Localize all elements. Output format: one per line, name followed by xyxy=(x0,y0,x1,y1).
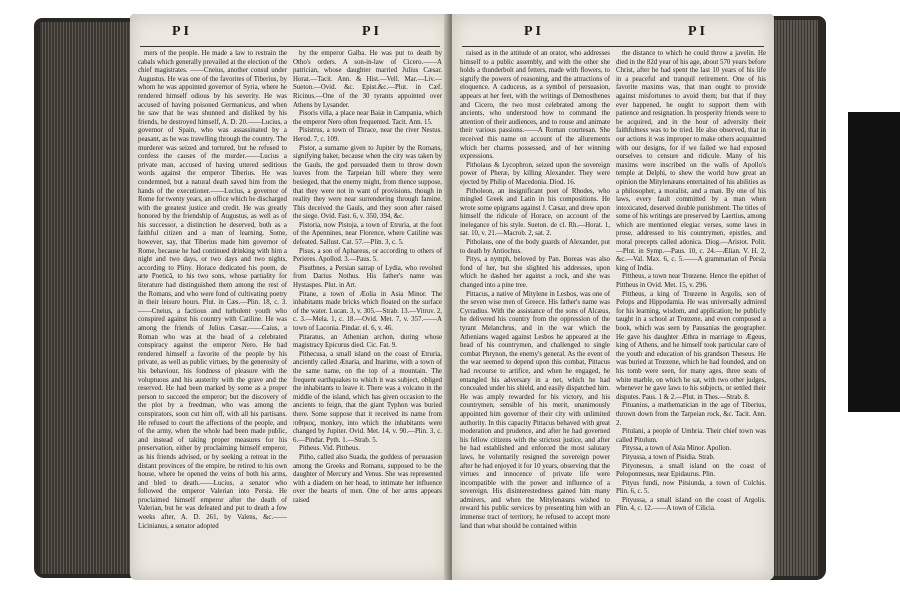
text-paragraph: raised as in the attitude of an orator, who addresses himself to a public assembly, and with the other she holds a thunderbolt and fetters, made with flowers, to signify the powers of reasoning, and the attractions of eloquence. A caduceus, as a symbol of persuasion, appears at her feet, with the writings of Demosthenes and Cicero, the two most celebrated among the ancients, who understood how to command the attention of their audiences, and to rouse and animate their various passions.——A Roman courtesan. She received this name on account of the allurements which her charms possessed, and of her winning expressions. xyxy=(460,50,610,161)
text-paragraph: Pisoris villa, a place near Baiæ in Campania, which the emperor Nero often frequented. Tacit. Ann. 15. xyxy=(293,110,442,126)
text-paragraph: Pisus, a son of Aphareus, or according to others of Perieres. Apollod. 3.—Paus. 5. xyxy=(293,247,442,264)
text-paragraph: Pitholeon, an insignificant poet of Rhodes, who mingled Greek and Latin in his compositions. He wrote some epigrams against J. Cæsar, and drew upon himself the ridicule of Horace, on account of the inelegance of his style. Sueton. de cl. Rh.—Horat. 1, sat. 10, v. 21.—Macrob. 2, sat. 2. xyxy=(460,187,610,238)
text-paragraph: mers of the people. He made a law to restrain the cabals which generally prevailed at the election of the chief magistrates. ——Cneius, another consul under Augustus. He was one of the favorites of Tiberius, by whom he was appointed governor of Syria, where he rendered himself odious by his severity. He was accused of having poisoned Germanicus, and when he saw that he was shunned and disliked by his friends, he destroyed himself, A. D. 20.——Lucius, a governor of Spain, who was assassinated by a peasant, as he was travelling through the country. The murderer was seized and tortured, but he refused to confess the causes of the murder.——Lucius a private man, accused of having uttered seditious words against the emperor Tiberius. He was condemned, but a natural death saved him from the hands of the executioner.——Lucius, a governor of Rome for twenty years, an office which he discharged with the greatest justice and credit. He was greatly honored by the friendship of Augustus, as well as of his successor, a distinction he deserved, both as a faithful citizen and a man of learning. Some, however, say, that Tiberius made him governor of Rome, because he had continued drinking with him a night and two days, or two days and two nights, according to Pliny. Horace dedicated his poem, de arte Poeticâ, to his two sons, whose partiality for literature had distinguished them among the rest of the Romans, and who were fond of cultivating poetry in their leisure hours. Plut. in Cæs.—Plin. 18, c. 3.——Cneius, a factious and turbulent youth who conspired against his country with Catiline. He was among the friends of Julius Cæsar.——Caius, a Roman who was at the head of a celebrated conspiracy against the emperor Nero. He had rendered himself a favorite of the people by his private, as well as public virtues, by the generosity of his behaviour, his fondness of pleasure with the voluptuous and his austerity with the grave and the reserved. He had been marked by some as a proper person to succeed the emperor; but the discovery of the plot by a freedman, who was among the conspirators, soon cut him off, with all his partisans. He refused to court the affections of the people, and of the army, when the whole had been made public, and instead of taking proper measures for his preservation, either by proclaiming himself emperor, as his friends advised, or by seeking a retreat in the distant provinces of the empire, he retired to his own house, where he opened the veins of both his arms, and bled to death.——Lucius, a senator who followed the emperor Valerian into Persia. He proclaimed himself emperor after the death of Valerian, but he was defeated and put to death a few weeks after, A. D. 261, by Valens, &c.——Licinianus, a senator adopted xyxy=(138,50,287,530)
right-page-header xyxy=(452,24,774,44)
right-page-columns xyxy=(460,50,766,572)
text-paragraph: by the emperor Galba. He was put to death by Otho's orders. A son-in-law of Cicero.——A patrician, whose daughter married Julius Cæsar. Horat.—Tacit. Ann. & Hist.—Vell. Mar.—Liv.—Sueton.—Ovid. &c. Epist.&c.—Plut. in Cæf. Ricinus.—One of the 30 tyrants appointed over Athens by Lysander. xyxy=(293,50,442,109)
right-column-2 xyxy=(616,50,766,572)
right-header-2: PI xyxy=(688,24,708,39)
text-paragraph: Pittheus, a king of Trœzene in Argolis, son of Pelops and Hippodamia. He was universally admired for his learning, wisdom, and application; he publicly taught in a school at Trœzene, and even composed a book, which was seen by Pausanias the geographer. He gave his daughter Æthra in marriage to Ægeus, king of Athens, and he himself took particular care of the youth and education of his grandson Theseus. He was buried at Trœzene, which he had founded, and on his tomb were seen, for many ages, three seats of white marble, on which he sat, with two other judges, whenever he gave laws to his subjects, or settled their disputes. Paus. 1 & 2.—Plut. in Thes.—Strab. 8. xyxy=(616,290,766,401)
text-paragraph: the distance to which he could throw a javelin. He died in the 82d year of his age, about 570 years before Christ, after he had spent the last 10 years of his life in a peaceful and tranquil retirement. One of his favorite maxims was, that man ought to provide against misfortunes to avoid them; but that if they ever happened, he ought to support them with patience and resignation. In prosperity friends were to be acquired, and in the hour of adversity their faithfulness was to be tried. He also observed, that in our actions it was improper to make others acquainted with our designs, for if we failed we had exposed ourselves to censure and ridicule. Many of his maxims were inscribed on the walls of Apollo's temple at Delphi, to shew the world how great an opinion the Mitylenæans entertained of his abilities as a philosopher, a moralist, and a man. By one of his laws, every fault committed by a man when intoxicated, deserved double punishment. The titles of some of his writings are preserved by Laertius, among which are mentioned elegiac verses, some laws in prose, addressed to his countrymen, epistles, and moral precepts called adonica. Diog.—Aristot. Polit.—Plut. in Symp.—Paus. 10, c. 24.—Ælian. V. H. 2, &c.—Val. Max. 6, c. 5.——A grammarian of Persia king of India. xyxy=(616,50,766,272)
text-paragraph: Pisistrus, a town of Thrace, near the river Nestus. Herod. 7, c. 109. xyxy=(293,127,442,143)
background-object xyxy=(848,112,900,412)
header-rule xyxy=(462,46,764,47)
left-column-2 xyxy=(293,50,442,572)
text-paragraph: Pityussa, a small island on the coast of Argolis. Plin. 4, c. 12.——A town of Cilicia. xyxy=(616,496,766,513)
text-paragraph: Pityussa, a town of Pisidia. Strab. xyxy=(622,453,715,461)
text-paragraph: Pitholaus, one of the body guards of Alexander, put to death by Antiochus. xyxy=(460,239,610,255)
left-page-header xyxy=(130,24,450,44)
text-paragraph: Pistor, a surname given to Jupiter by the Romans, signifying baker, because when the city was taken by the Gauls, the god persuaded them to throw down loaves from the Tarpeian hill where they were besieged, that the enemy might, from thence suppose, that they were not in want of provisions, though in reality they were near surrendering through famine. This deceived the Gauls, and they soon after raised the siege. Ovid. Fast. 6, v. 350, 394, &c. xyxy=(293,144,442,221)
text-paragraph: Pityssa, a town of Asia Minor. Apollon. xyxy=(622,445,731,453)
text-paragraph: Pistoria, now Pistoja, a town of Etruria, at the foot of the Apennines, near Florence, where Catiline was defeated. Sallust. Cat. 57.—Plin. 3, c. 5. xyxy=(293,221,442,247)
left-page xyxy=(130,14,450,580)
text-paragraph: Pitho, called also Suada, the goddess of persuasion among the Greeks and Romans, supposed to be the daughter of Mercury and Venus. She was represented with a diadem on her head, to intimate her influence over the hearts of men. One of her arms appears raised xyxy=(293,453,442,504)
text-paragraph: Pittheus, a town near Trœzene. Hence the epithet of Pittheus in Ovid. Met. 15, v. 296. xyxy=(616,273,766,290)
left-column-1 xyxy=(138,50,287,572)
text-paragraph: Pityonesus, a small island on the coast of Peloponnesus, near Epidaurus. Plin. xyxy=(616,462,766,479)
text-paragraph: Pitholaus & Lycophron, seized upon the sovereign power of Pheræ, by killing Alexander. They were ejected by Philip of Macedonia. Diod. 16. xyxy=(460,161,610,186)
right-header-1: PI xyxy=(524,24,544,39)
text-paragraph: Pityus fundi, now Pitsiunda, a town of Colchis. Plin. 6, c. 5. xyxy=(616,479,766,496)
page-edges-right xyxy=(772,20,818,576)
header-rule xyxy=(140,46,440,47)
text-paragraph: Pitaratus, an Athenian archon, during whose magistracy Epicurus died. Cic. Fat. 9. xyxy=(293,333,442,350)
left-header-2: PI xyxy=(362,24,382,39)
text-paragraph: Pithecusa, a small island on the coast of Etruria, anciently called Ænaria, and Inarime, with a town of the same name, on the top of a mountain. The frequent earthquakes to which it was subject, obliged the inhabitants to leave it. There was a volcano in the middle of the island, which has given occasion to the ancients to feign, that the giant Typhon was buried there. Some suppose that it received its name from πιθηκος, monkey, into which the inhabitants were changed by Jupiter. Ovid. Met. 14, v. 90.—Plin. 3, c. 6.—Pindar. Pyth. 1.—Strab. 5. xyxy=(293,350,442,444)
text-paragraph: Pittacus, a native of Mitylene in Lesbos, was one of the seven wise men of Greece. His father's name was Cyrradius. With the assistance of the sons of Alcæus, he delivered his country from the oppression of the tyrant Melanchrus, and in the war which the Athenians waged against Lesbos he appeared at the head of his countrymen, and challenged to single combat Phrynon, the enemy's general. As the event of the war seemed to depend upon this combat, Pittacus had recourse to artifice, and when he engaged, he entangled his adversary in a net, which he had concealed under his shield, and easily dispatched him. He was amply rewarded for his victory, and his countrymen, sensible of his merit, unanimously appointed him governor of their city with unlimited authority. In this capacity Pittacus behaved with great moderation and prudence, and after he had governed his fellow citizens with the strictest justice, and after he had established and enforced the most salutary laws, he voluntarily resigned the sovereign power after he had enjoyed it for 10 years, observing that the virtues and innocence of private life were incompatible with the power and influence of a sovereign. His disinterestedness gained him many admirers, and when the Mitylenæans wished to reward his public services by presenting him with an immense tract of territory, he refused to accept more land than what should be contained within xyxy=(460,290,610,530)
left-header-1: PI xyxy=(172,24,192,39)
right-page xyxy=(452,14,774,580)
text-paragraph: Pituanius, a mathematician in the age of Tiberius, thrown down from the Tarpeian rock, &c. Tacit. Ann. 2. xyxy=(616,402,766,427)
text-paragraph: Pitheus. Vid. Pittheus. xyxy=(299,445,360,453)
left-page-columns xyxy=(138,50,442,572)
text-paragraph: Pitys, a nymph, beloved by Pan. Boreas was also fond of her, but she slighted his addresses, upon which he dashed her against a rock, and she was changed into a pine tree. xyxy=(460,256,610,290)
right-column-1 xyxy=(460,50,610,572)
text-paragraph: Pitulani, a people of Umbria. Their chief town was called Pitulum. xyxy=(616,428,766,444)
text-paragraph: Pitane, a town of Æolia in Asia Minor. The inhabitants made bricks which floated on the surface of the water. Lucan. 3, v. 305.—Strab. 13.—Vitruv. 2, c. 3.—Mela. 1, c. 18.—Ovid. Met. 7, v. 357.——A town of Laconia. Pindar. el. 6, v. 46. xyxy=(293,290,442,332)
page-edges-left xyxy=(40,22,132,574)
text-paragraph: Pisutbnes, a Persian satrap of Lydia, who revolted from Darius Nothus. His father's name was Hystaspes. Plut. in Art. xyxy=(293,264,442,290)
